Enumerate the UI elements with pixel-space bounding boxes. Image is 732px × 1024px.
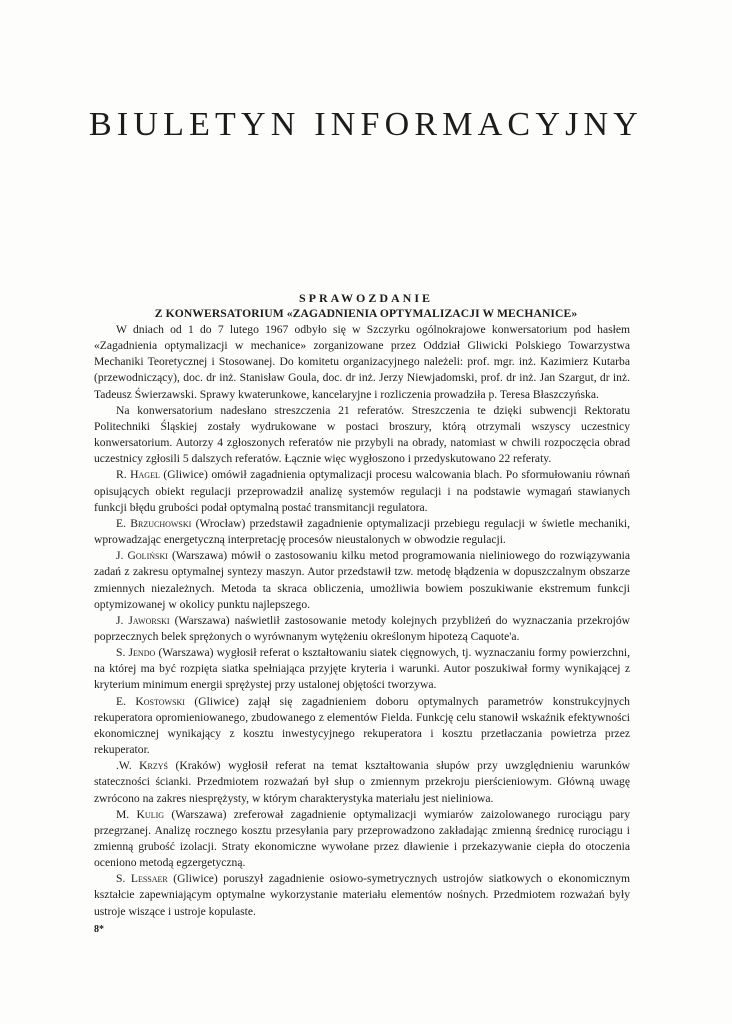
report-heading bbox=[0, 290, 732, 322]
paragraph bbox=[94, 871, 630, 919]
author-name: .W. Krzyś bbox=[116, 759, 168, 773]
author-name: M. Kulig bbox=[116, 807, 165, 821]
page-marker: 8* bbox=[94, 924, 104, 935]
paragraph-text: (Gliwice) omówił zagadnienia optymalizacji procesu walcowania blach. Po sformułowaniu równań opisujących obiekt regulacji przeprowadził analizę systemów regulacji i na podstawie wymagań stawianych funkcji błędu grubości podał optymalną postać transmitancji regulatora. bbox=[94, 468, 630, 514]
author-name: R. Hagel bbox=[116, 468, 160, 482]
report-body bbox=[94, 322, 630, 920]
paragraph-text: (Warszawa) wygłosił referat o kształtowaniu siatek cięgnowych, tj. wyznaczaniu formy powierzchni, na której ma być rozpięta siatka spełniająca przyjęte kryteria i warunki. Autor poszukiwał formy wynikającej z kryterium minimum energii sprężystej przy ustalonej objętości tworzywa. bbox=[94, 646, 630, 692]
paragraph bbox=[94, 548, 630, 613]
author-name: J. Goliński bbox=[116, 549, 168, 563]
paragraph-text: Na konwersatorium nadesłano streszczenia 21 referatów. Streszczenia te dzięki subwencji Rektoratu Politechniki Śląskiej zostały wydrukowane w postaci broszury, którą otrzymali wszyscy uczestnicy konwersatorium. Autorzy 4 zgłoszonych referatów nie przybyli na obrady, natomiast w chwili rozpoczęcia obrad uczestnicy zgłosili 5 dalszych referatów. Łącznie więc wygłoszono i przedyskutowano 22 referaty. bbox=[94, 403, 630, 466]
paragraph bbox=[94, 758, 630, 806]
author-name: S. Jendo bbox=[116, 646, 156, 660]
paragraph bbox=[94, 645, 630, 693]
report-heading-line1: SPRAWOZDANIE bbox=[298, 291, 433, 305]
author-name: E. Kostowski bbox=[116, 694, 185, 708]
paragraph bbox=[94, 403, 630, 468]
paragraph bbox=[94, 694, 630, 759]
paragraph-text: (Warszawa) naświetlił zastosowanie metody kolejnych przybliżeń do wyznaczania przekrojów poprzecznych belek sprężonych o wyrównanym wytężeniu określonym hipotezą Caquote'a. bbox=[94, 613, 630, 643]
paragraph-text: W dniach od 1 do 7 lutego 1967 odbyło się w Szczyrku ogólnokrajowe konwersatorium pod hasłem «Zagadnienia optymalizacji w mechanice» zorganizowane przez Oddział Gliwicki Polskiego Towarzystwa Mechaniki Teoretycznej i Stosowanej. Do komitetu organizacyjnego należeli: prof. mgr. inż. Kazimierz Kutarba (przewodniczący), doc. dr inż. Stanisław Goula, doc. dr inż. Jerzy Niewjadomski, prof. dr inż. Jan Szargut, dr inż. Tadeusz Świerzawski. Sprawy kwaterunkowe, kancelaryjne i rozliczenia prowadziła p. Teresa Błaszczyńska. bbox=[94, 323, 630, 401]
report-heading-line2: Z KONWERSATORIUM «ZAGADNIENIA OPTYMALIZACJI W MECHANICE» bbox=[154, 307, 578, 320]
author-name: S. Lessaer bbox=[116, 872, 168, 886]
page-title: BIULETYN INFORMACYJNY bbox=[88, 106, 644, 143]
paragraph bbox=[94, 807, 630, 872]
paragraph-text: (Warszawa) mówił o zastosowaniu kilku metod programowania nieliniowego do rozwiązywania zadań z zakresu optymalnej syntezy maszyn. Autor przedstawił tzw. metodę błądzenia w dopuszczalnym obszarze zmiennych niezależnych. Metoda ta skraca obliczenia, umożliwia bowiem poszukiwanie ekstremum funkcji optymizowanej w okolicy punktu najlepszego. bbox=[94, 549, 630, 611]
paragraph bbox=[94, 516, 630, 548]
paragraph bbox=[94, 467, 630, 515]
paragraph bbox=[94, 322, 630, 403]
author-name: J. Jaworski bbox=[116, 613, 170, 627]
paragraph-text: (Warszawa) zreferował zagadnienie optymalizacji wymiarów zaizolowanego rurociągu pary przegrzanej. Analizę rocznego kosztu przesyłania pary przeprowadzono zakładając zmienną średnicę rurociągu i zmienną grubość izolacji. Straty ekonomiczne wywołane przez dławienie i przekazywanie ciepła do otoczenia oceniono metodą egzergetyczną. bbox=[94, 807, 630, 870]
paragraph-text: (Gliwice) poruszył zagadnienie osiowo-symetrycznych ustrojów siatkowych o ekonomicznym kształcie zapewniającym optymalne wykorzystanie materiału elementów nośnych. Przedmiotem rozważań były ustroje wiszące i ustroje kopulaste. bbox=[94, 872, 630, 918]
author-name: E. Brzuchowski bbox=[116, 516, 192, 530]
paragraph-text: (Gliwice) zajął się zagadnieniem doboru optymalnych parametrów konstrukcyjnych rekuperatora opromieniowanego, zbudowanego z elementów Fielda. Funkcję celu stanowił wskaźnik efektywności ekonomicznej wynikający z kosztu inwestycyjnego rekuperatora i kosztu przetłaczania powietrza przez rekuperator. bbox=[94, 694, 630, 757]
paragraph-text: (Wrocław) przedstawił zagadnienie optymalizacji przebiegu regulacji w świetle mechaniki, wprowadzając energetyczną interpretację procesów nieustalonych w obwodzie regulacji. bbox=[94, 516, 630, 547]
paragraph bbox=[94, 613, 630, 645]
paragraph-text: (Kraków) wygłosił referat na temat kształtowania słupów przy uwzględnieniu warunków stateczności ścianki. Przedmiotem rozważań był słup o zmiennym przekroju pierścieniowym. Główną uwagę zwrócono na zakres niesprężysty, w którym charakterystyka materiału jest nieliniowa. bbox=[94, 759, 630, 805]
